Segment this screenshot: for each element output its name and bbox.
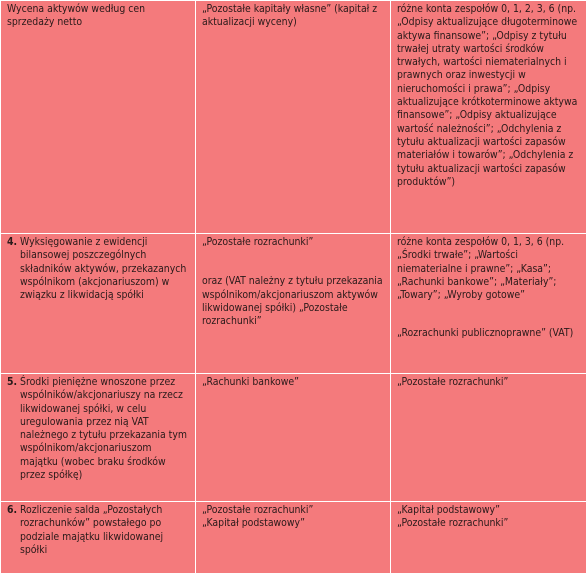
operation-text: Wyksięgowanie z ewidencji bilansowej poszczególnych składników aktywów, przekazanych wspólnikom (akcjonariuszom) w związku z likwidacją spółki	[20, 236, 187, 302]
operation-text: Środki pieniężne wnoszone przez wspólników/akcjonariuszy na rzecz likwidowanej spółki, w celu uregulowania przez nią VAT należnego z tytułu przekazania tym wspólnikom/akcjonariuszom majątku (wobec braku środków przez spółkę)	[20, 376, 187, 482]
debit-account: „Pozostałe rozrachunki”	[202, 504, 314, 516]
credit-account: „Kapitał podstawowy”	[397, 504, 500, 516]
debit-cell	[196, 234, 391, 374]
debit-account: „Pozostałe kapitały własne” (kapitał z aktualizacji wyceny)	[202, 3, 378, 29]
table-row	[1, 502, 586, 574]
debit-cell	[196, 1, 391, 234]
credit-cell	[391, 1, 586, 234]
debit-account: oraz (VAT należny z tytułu przekazania wspólnikom/akcjonariuszom aktywów likwidowanej spółki) „Pozostałe rozrachunki”	[202, 275, 383, 328]
table-row	[1, 374, 586, 502]
debit-cell	[196, 502, 391, 574]
operation-cell	[1, 234, 196, 374]
table-row	[1, 234, 586, 374]
credit-cell	[391, 234, 586, 374]
credit-cell	[391, 374, 586, 502]
operation-cell	[1, 502, 196, 574]
table-row	[1, 1, 586, 234]
operation-text: Rozliczenie salda „Pozostałych rozrachunków” powstałego po podziale majątku likwidowanej spółki	[20, 504, 164, 556]
operation-cell	[1, 1, 196, 234]
credit-cell	[391, 502, 586, 574]
debit-account: „Rachunki bankowe”	[202, 376, 299, 388]
operation-cell	[1, 374, 196, 502]
credit-account: różne konta zespołów 0, 1, 2, 3, 6 (np. „Odpisy aktualizujące długoterminowe aktywa finansowe”; „Odpisy z tytułu trwałej utraty wartości środków trwałych, wartości niematerialnych i prawnych oraz inwestycji w nieruchomości i prawa”; „Odpisy aktualizujące krótkoterminowe aktywa finansowe”; „Odpisy aktualizujące wartość należności”; „Odchylenia z tytułu aktualizacji wartości zapasów materiałów i towarów”; „Odchylenia z tytułu aktualizacji wartości zapasów produktów”)	[397, 3, 578, 188]
operation-text: Wycena aktywów według cen sprzedaży netto	[7, 3, 146, 29]
credit-account: różne konta zespołów 0, 1, 3, 6 (np. „Środki trwałe”; „Wartości niematerialne i prawne”; „Kasa”; „Rachunki bankowe”; „Materiały”; „Towary”; „Wyroby gotowe”	[397, 236, 565, 302]
debit-cell	[196, 374, 391, 502]
row-number: 5.	[7, 376, 18, 388]
row-number: 4.	[7, 236, 18, 248]
debit-account: „Kapitał podstawowy”	[202, 517, 305, 530]
credit-account: „Rozrachunki publicznoprawne” (VAT)	[397, 327, 574, 340]
debit-account: „Pozostałe rozrachunki”	[202, 236, 314, 248]
credit-account: „Pozostałe rozrachunki”	[397, 517, 509, 530]
row-number: 6.	[7, 504, 18, 516]
credit-account: „Pozostałe rozrachunki”	[397, 376, 509, 388]
